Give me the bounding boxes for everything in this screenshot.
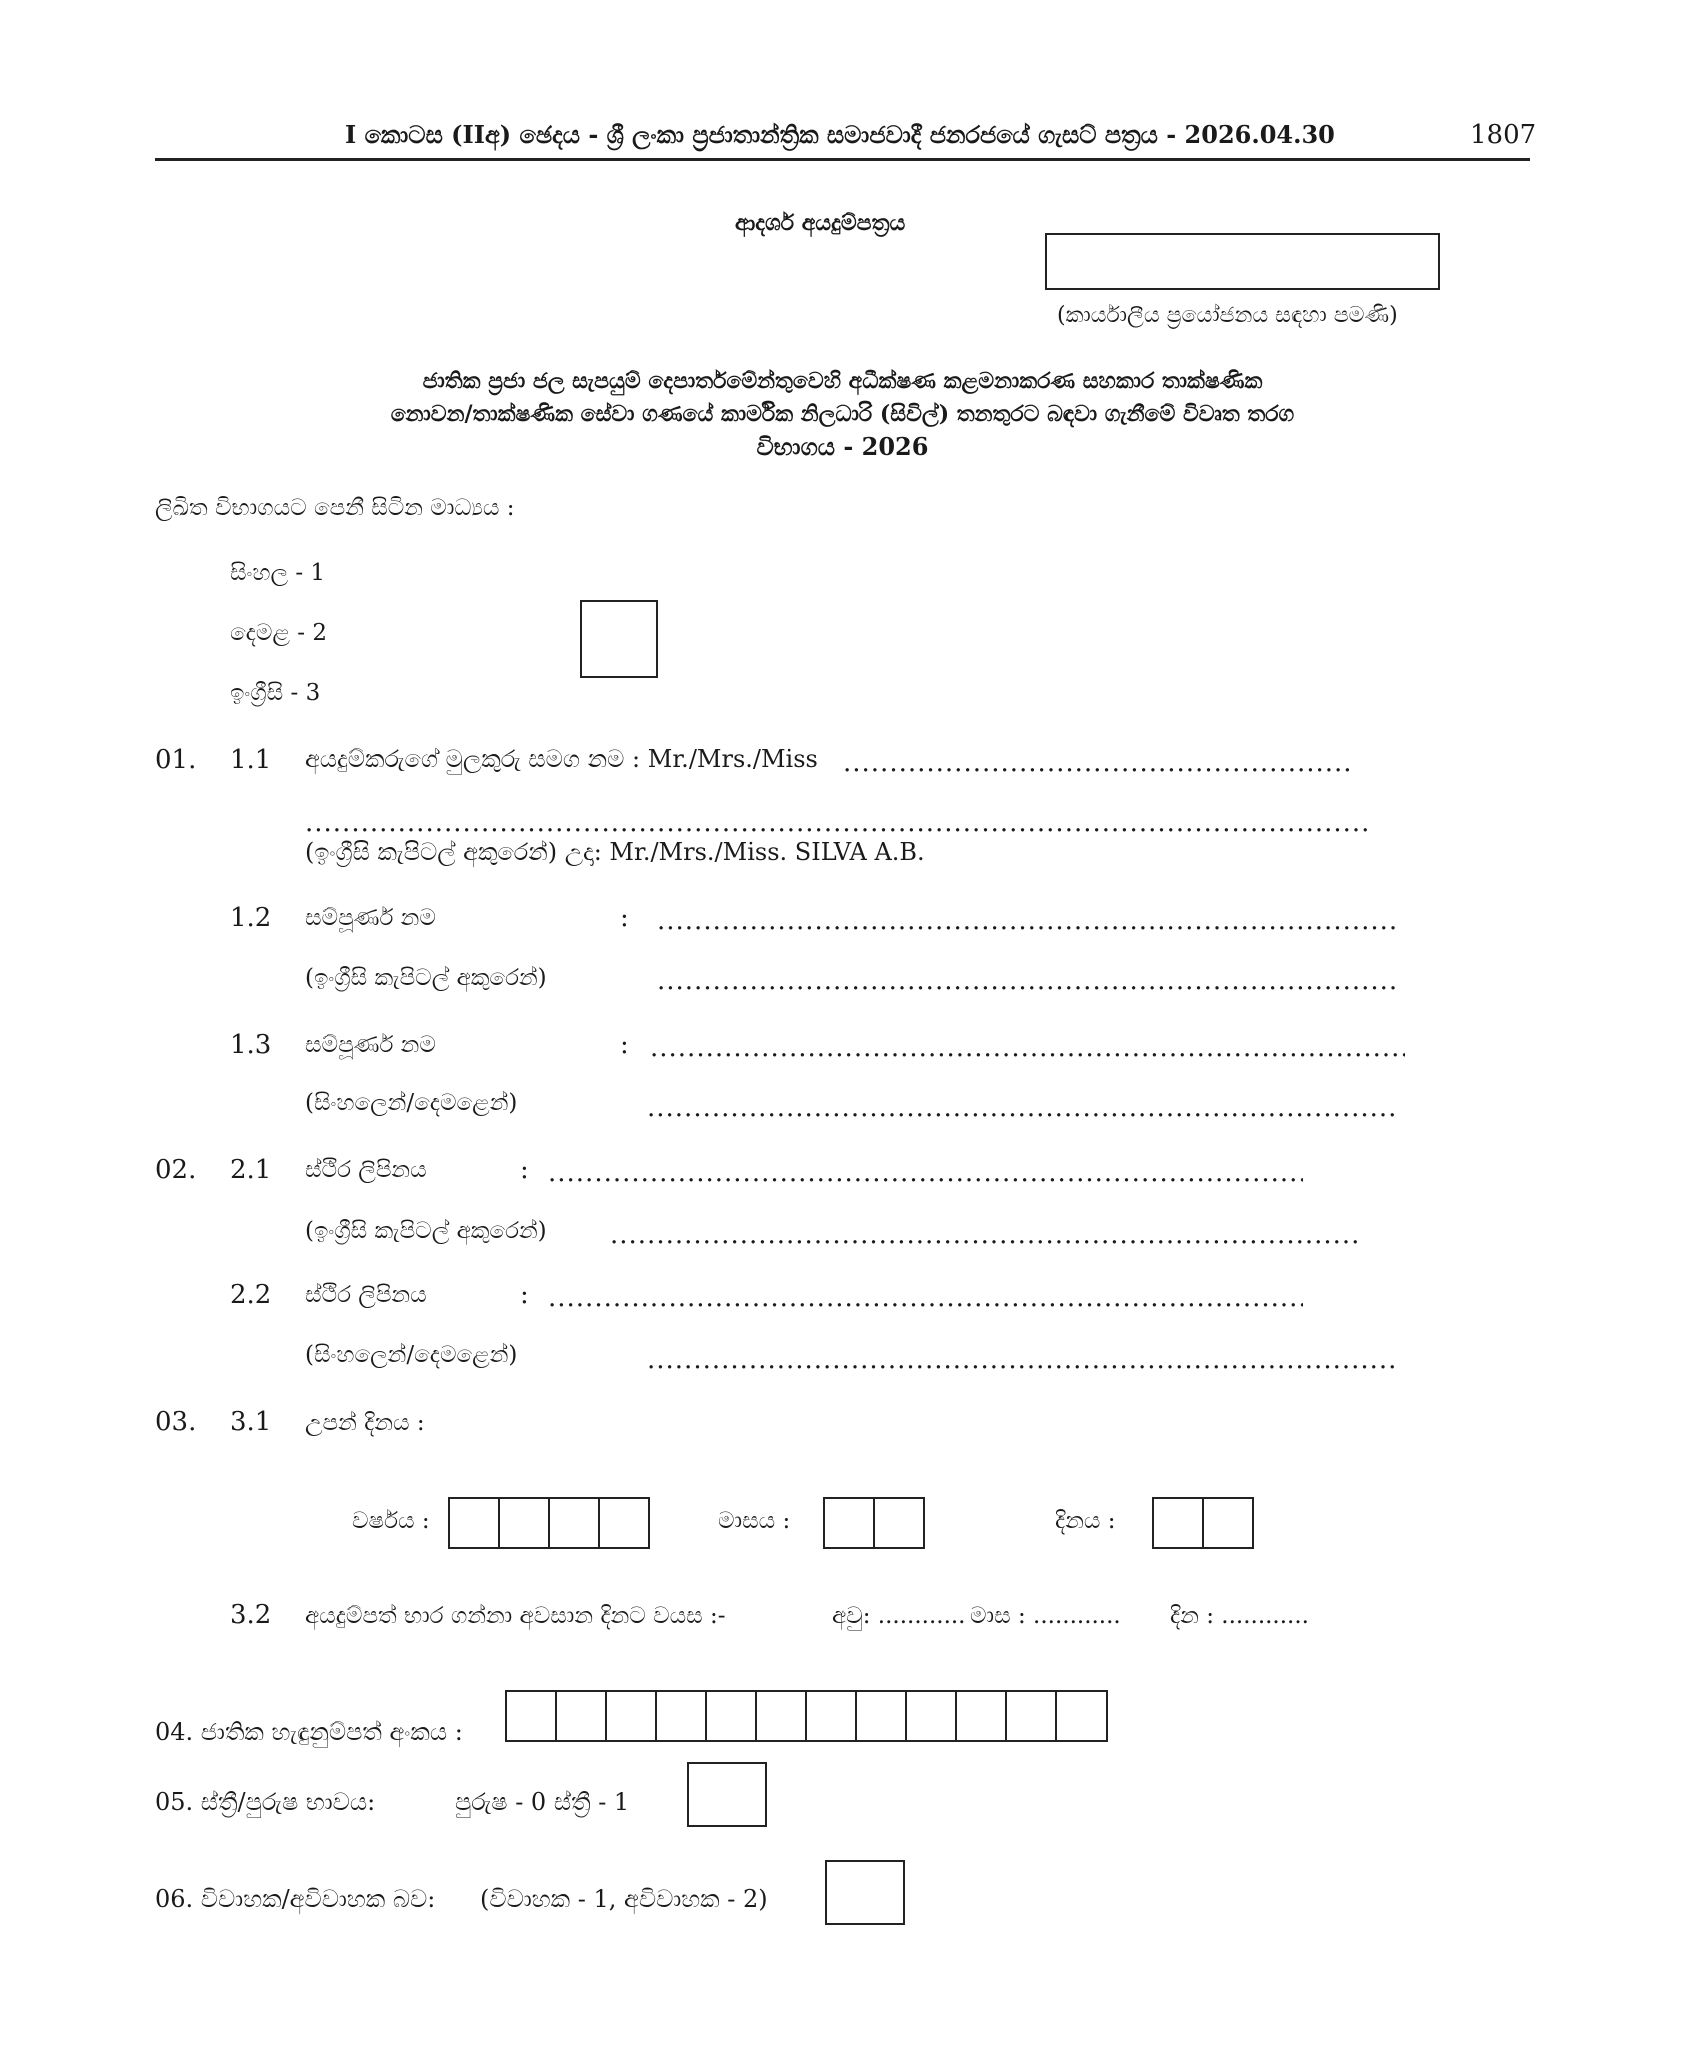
q02-number: 02. bbox=[155, 1155, 197, 1185]
q2-1-number: 2.1 bbox=[230, 1155, 272, 1185]
q1-2-label: සම්පූර්ණ නම bbox=[305, 905, 436, 931]
q2-2-field-sub[interactable] bbox=[647, 1345, 1399, 1375]
form-type-title: ආදර්ශ අයදුම්පත්‍රය bbox=[735, 210, 906, 236]
nic-digit[interactable] bbox=[507, 1692, 557, 1740]
dob-day-boxes[interactable] bbox=[1152, 1497, 1254, 1549]
q1-1-name-line-2[interactable] bbox=[305, 808, 1370, 838]
office-use-note: (කාර්යාලීය ප්‍රයෝජනය සඳහා පමණි) bbox=[1057, 303, 1398, 328]
nic-digit[interactable] bbox=[957, 1692, 1007, 1740]
dob-month-digit[interactable] bbox=[825, 1499, 875, 1547]
nic-digit[interactable] bbox=[557, 1692, 607, 1740]
q2-1-colon: : bbox=[520, 1155, 529, 1185]
exam-title-line-2: නොවන/තාක්ෂණික සේවා ගණයේ කාර්මික නිලධාරි (සිවිල්) තනතුරට බඳවා ගැනීමේ විවෘත තරග bbox=[390, 401, 1295, 427]
age-years-field[interactable]: අවු: ............ bbox=[832, 1603, 966, 1629]
q1-1-note: (ඉංග්‍රීසි කැපිටල් අකුරෙන්) උදා: Mr./Mrs./Miss. SILVA A.B. bbox=[305, 838, 925, 866]
q1-3-sub: (සිංහලෙන්/දෙමළෙන්) bbox=[305, 1090, 518, 1116]
q1-2-field-sub[interactable] bbox=[657, 966, 1399, 996]
q1-1-label: අයදුම්කරුගේ මුලකුරු සමග නම : Mr./Mrs./Miss bbox=[305, 745, 818, 773]
nic-digit[interactable] bbox=[807, 1692, 857, 1740]
dob-year-label: වර්ෂය : bbox=[352, 1508, 430, 1534]
dob-month-boxes[interactable] bbox=[823, 1497, 925, 1549]
q3-2-label: අයදුම්පත් භාර ගන්නා අවසාන දිනට වයස :- bbox=[305, 1603, 726, 1629]
nic-digit[interactable] bbox=[857, 1692, 907, 1740]
q1-3-number: 1.3 bbox=[230, 1030, 272, 1060]
q03-number: 03. bbox=[155, 1407, 197, 1437]
dob-year-digit[interactable] bbox=[550, 1499, 600, 1547]
exam-title-line-1: ජාතික ප්‍රජා ජල සැපයුම් දෙපාර්තමේන්තුවෙහි අධීක්ෂණ කළමනාකරණ සහකාර තාක්ෂණික bbox=[422, 368, 1263, 394]
nic-digit[interactable] bbox=[757, 1692, 807, 1740]
medium-option-english: ඉංග්‍රීසි - 3 bbox=[230, 680, 321, 706]
dob-year-digit[interactable] bbox=[600, 1499, 648, 1547]
nic-digit[interactable] bbox=[907, 1692, 957, 1740]
q1-3-label: සම්පූර්ණ නම bbox=[305, 1032, 436, 1058]
nic-digit[interactable] bbox=[1057, 1692, 1106, 1740]
q2-2-label: ස්ථිර ලිපිනය bbox=[305, 1282, 427, 1308]
q2-1-label: ස්ථිර ලිපිනය bbox=[305, 1157, 427, 1183]
q1-2-number: 1.2 bbox=[230, 903, 272, 933]
dob-day-label: දිනය : bbox=[1055, 1508, 1116, 1534]
nic-digit[interactable] bbox=[607, 1692, 657, 1740]
q2-2-field[interactable] bbox=[548, 1283, 1303, 1313]
dob-year-digit[interactable] bbox=[450, 1499, 500, 1547]
medium-option-tamil: දෙමළ - 2 bbox=[230, 620, 327, 646]
q3-2-number: 3.2 bbox=[230, 1600, 272, 1630]
q06-marital-options: (විවාහක - 1, අවිවාහක - 2) bbox=[480, 1885, 768, 1913]
q01-number: 01. bbox=[155, 745, 197, 775]
page-number: 1807 bbox=[1470, 120, 1537, 150]
q3-1-label: උපන් දිනය : bbox=[305, 1410, 425, 1436]
q1-2-colon: : bbox=[620, 903, 629, 933]
nic-number-boxes[interactable] bbox=[505, 1690, 1108, 1742]
dob-year-boxes[interactable] bbox=[448, 1497, 650, 1549]
nic-digit[interactable] bbox=[1007, 1692, 1057, 1740]
marital-code-box[interactable] bbox=[825, 1860, 905, 1925]
q2-1-sub: (ඉංග්‍රීසි කැපිටල් අකුරෙන්) bbox=[305, 1218, 547, 1244]
q2-2-colon: : bbox=[520, 1280, 529, 1310]
nic-digit[interactable] bbox=[657, 1692, 707, 1740]
q05-gender-label: 05. ස්ත්‍රී/පුරුෂ භාවය: bbox=[155, 1788, 376, 1816]
q3-1-number: 3.1 bbox=[230, 1407, 272, 1437]
dob-month-digit[interactable] bbox=[875, 1499, 923, 1547]
age-months-field[interactable]: මාස : ............ bbox=[970, 1603, 1121, 1629]
q1-2-sub: (ඉංග්‍රීසි කැපිටල් අකුරෙන්) bbox=[305, 965, 547, 991]
medium-code-box[interactable] bbox=[580, 600, 658, 678]
header-rule bbox=[155, 158, 1530, 161]
q2-2-number: 2.2 bbox=[230, 1280, 272, 1310]
q2-1-field-sub[interactable] bbox=[610, 1220, 1360, 1250]
q1-3-field-sub[interactable] bbox=[647, 1093, 1399, 1123]
age-days-field[interactable]: දින : ............ bbox=[1170, 1603, 1309, 1629]
q1-3-field[interactable] bbox=[650, 1033, 1405, 1063]
q1-2-field[interactable] bbox=[657, 906, 1399, 936]
q04-nic-label: 04. ජාතික හැඳුනුම්පත් අංකය : bbox=[155, 1718, 463, 1746]
q2-2-sub: (සිංහලෙන්/දෙමළෙන්) bbox=[305, 1342, 518, 1368]
medium-option-sinhala: සිංහල - 1 bbox=[230, 560, 326, 586]
dob-day-digit[interactable] bbox=[1204, 1499, 1252, 1547]
q06-marital-label: 06. විවාහක/අවිවාහක බව: bbox=[155, 1885, 436, 1913]
q2-1-field[interactable] bbox=[548, 1158, 1303, 1188]
office-use-box[interactable] bbox=[1045, 233, 1440, 290]
medium-label: ලිඛිත විභාගයට පෙනී සිටින මාධ්‍යය : bbox=[155, 495, 515, 521]
q1-1-name-line-1[interactable] bbox=[843, 748, 1355, 778]
dob-year-digit[interactable] bbox=[500, 1499, 550, 1547]
gender-code-box[interactable] bbox=[687, 1762, 767, 1827]
q1-3-colon: : bbox=[620, 1030, 629, 1060]
running-header-title: I කොටස (IIඅ) ඡෙදය - ශ්‍රී ලංකා ප්‍රජාතාන්ත්‍රික සමාජවාදී ජනරජයේ ගැසට් පත්‍රය - 2026.04.30 bbox=[345, 120, 1335, 149]
exam-title-line-3: විභාගය - 2026 bbox=[756, 432, 929, 461]
q05-gender-options: පුරුෂ - 0 ස්ත්‍රී - 1 bbox=[455, 1788, 630, 1816]
dob-month-label: මාසය : bbox=[718, 1508, 791, 1534]
q1-1-number: 1.1 bbox=[230, 745, 272, 775]
nic-digit[interactable] bbox=[707, 1692, 757, 1740]
dob-day-digit[interactable] bbox=[1154, 1499, 1204, 1547]
